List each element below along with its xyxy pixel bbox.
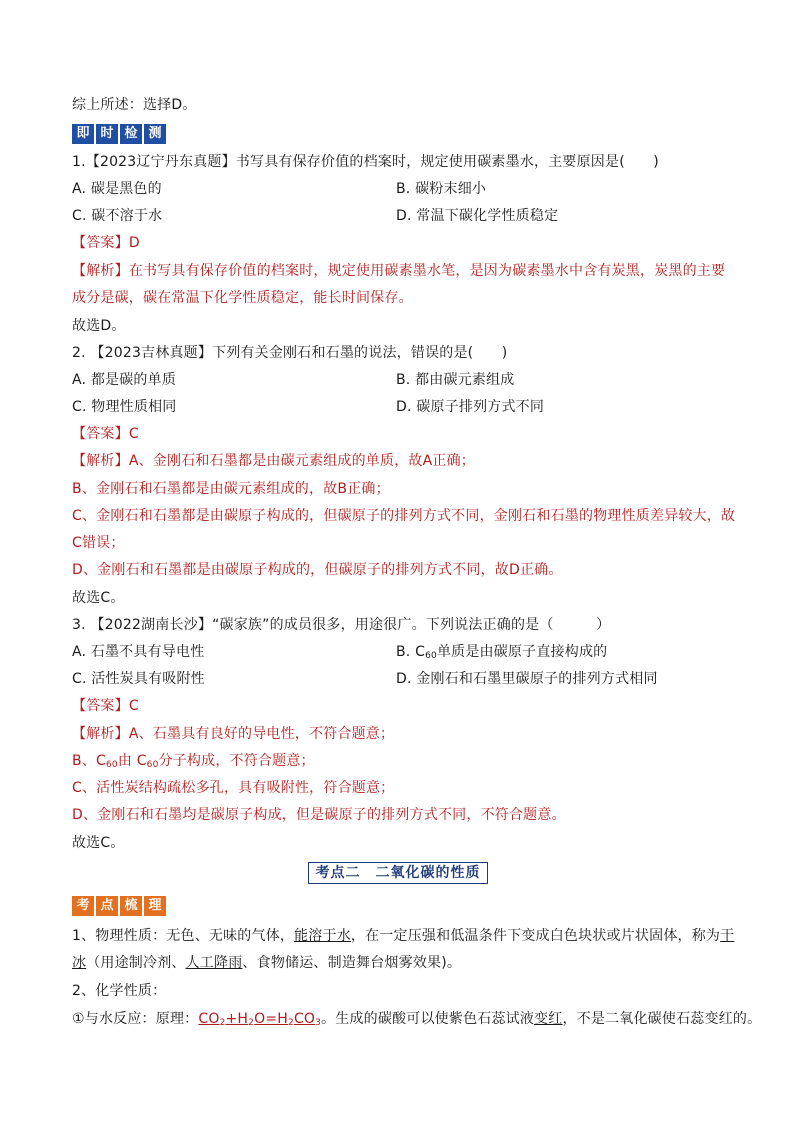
review-physical-line1: 1、物理性质：无色、无味的气体，能溶于水，在一定压强和低温条件下变成白色块状或片状固体，称为干	[72, 928, 735, 944]
q3-answer: 【答案】C	[72, 698, 139, 714]
q3-analysis-line2: B、$C_{60}$由 $C_{60}$分子构成，不符合题意；	[72, 753, 315, 770]
section-title: 考点二 二氧化碳的性质	[308, 862, 488, 884]
q1-option-b: B. 碳粉末细小	[396, 181, 487, 197]
review-water-reaction: ①与水反应：原理：$CO_2+H_2O=H_2CO_3$。生成的碳酸可以使紫色石蕊试液变红，不是二氧化碳使石蕊变红的。	[72, 1011, 762, 1028]
q2-answer: 【答案】C	[72, 426, 139, 442]
q2-option-c: C. 物理性质相同	[72, 399, 177, 415]
review-physical-line2: 冰（用途制冷剂、人工降雨、食物储运、制造舞台烟雾效果)。	[72, 955, 462, 971]
q1-analysis-line1: 【解析】在书写具有保存价值的档案时，规定使用碳素墨水笔，是因为碳素墨水中含有炭黑，炭黑的主要	[72, 263, 726, 279]
q2-option-a: A. 都是碳的单质	[72, 372, 177, 388]
q1-conclusion: 故选D。	[72, 318, 126, 334]
q3-option-a: A. 石墨不具有导电性	[72, 644, 205, 660]
q3-conclusion: 故选C。	[72, 835, 125, 851]
q1-option-d: D. 常温下碳化学性质稳定	[396, 208, 559, 224]
q3-option-d: D. 金刚石和石墨里碳原子的排列方式相同	[396, 671, 658, 687]
intro-conclusion: 综上所述：选择D。	[72, 97, 197, 113]
q2-stem: 2. 【2023吉林真题】下列有关金刚石和石墨的说法，错误的是( )	[72, 345, 508, 361]
q3-stem: 3. 【2022湖南长沙】“碳家族”的成员很多，用途很广。下列说法正确的是（ ）	[72, 617, 611, 633]
q1-option-a: A. 碳是黑色的	[72, 181, 162, 197]
q1-stem: 1.【2023辽宁丹东真题】书写具有保存价值的档案时，规定使用碳素墨水，主要原因是( )	[72, 154, 659, 170]
q3-analysis-line3: C、活性炭结构疏松多孔，具有吸附性，符合题意；	[72, 780, 395, 796]
q1-answer: 【答案】D	[72, 235, 140, 251]
q2-analysis-line1: 【解析】A、金刚石和石墨都是由碳元素组成的单质，故A正确；	[72, 453, 475, 469]
co2-water-equation: $CO_2+H_2O=H_2CO_3$	[198, 1011, 322, 1028]
review-chemical-heading: 2、化学性质：	[72, 983, 167, 999]
q2-analysis-line5: D、金刚石和石墨都是由碳原子构成的，但碳原子的排列方式不同，故D正确。	[72, 562, 563, 578]
q2-analysis-line4: C错误；	[72, 535, 125, 551]
q3-analysis-line1: 【解析】A、石墨具有良好的导电性，不符合题意；	[72, 726, 395, 742]
q2-analysis-line3: C、金刚石和石墨都是由碳原子构成的，但碳原子的排列方式不同，金刚石和石墨的物理性质差异较大，故	[72, 508, 736, 524]
q2-analysis-line2: B、金刚石和石墨都是由碳元素组成的，故B正确；	[72, 481, 390, 497]
q3-analysis-line4: D、金刚石和石墨均是碳原子构成，但是碳原子的排列方式不同，不符合题意。	[72, 807, 566, 823]
q3-option-c: C. 活性炭具有吸附性	[72, 671, 205, 687]
badge-key-points-review: 考 点 梳 理	[72, 896, 166, 916]
q2-option-d: D. 碳原子排列方式不同	[396, 399, 545, 415]
q1-analysis-line2: 成分是碳，碳在常温下化学性质稳定，能长时间保存。	[72, 290, 413, 306]
q3-option-b: B. $C_{60}$单质是由碳原子直接构成的	[396, 644, 608, 661]
q1-option-c: C. 碳不溶于水	[72, 208, 163, 224]
q2-option-b: B. 都由碳元素组成	[396, 372, 515, 388]
badge-instant-check: 即 时 检 测	[72, 124, 166, 144]
q2-conclusion: 故选C。	[72, 590, 125, 606]
